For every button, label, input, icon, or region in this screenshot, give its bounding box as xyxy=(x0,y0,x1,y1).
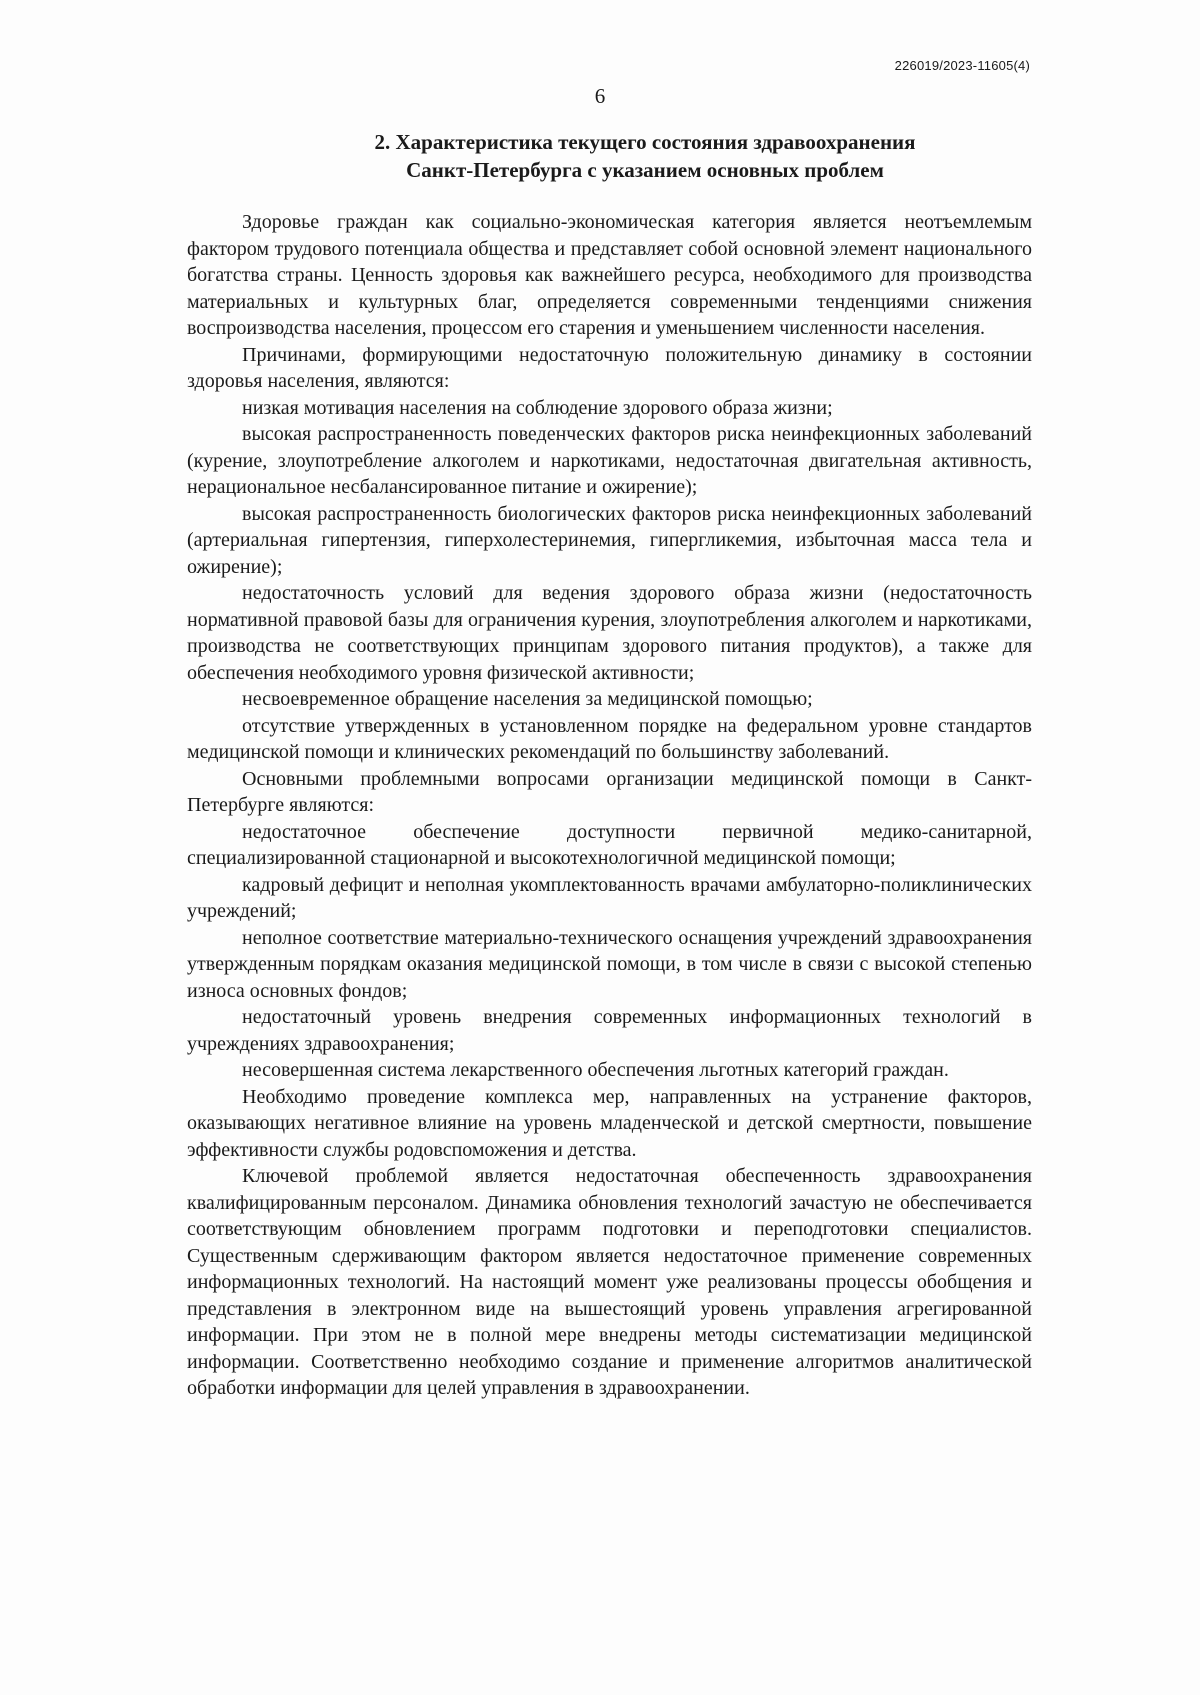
list-item: недостаточное обеспечение доступности первичной медико-санитарной, специализированной стационарной и высокотехнологичной медицинской помощи; xyxy=(187,820,1032,869)
page-number: 6 xyxy=(594,84,606,108)
paragraph: Причинами, формирующими недостаточную положительную динамику в состоянии здоровья населения, являются: xyxy=(187,343,1032,392)
list-item: недостаточность условий для ведения здорового образа жизни (недостаточность нормативной правовой базы для ограничения курения, злоупотребления алкоголем и наркотиками, производства не соответствующих принципам здорового питания продуктов), а также для обеспечения необходимого уровня физической активности; xyxy=(187,582,1032,684)
paragraph: Здоровье граждан как социально-экономическая категория является неотъемлемым фактором трудового потенциала общества и представляет собой основной элемент национального богатства страны. Ценность здоровья как важнейшего ресурса, необходимого для производства материальных и культурных благ, определяется современными тенденциями снижения воспроизводства населения, процессом его старения и уменьшением численности населения. xyxy=(187,211,1032,339)
list-item: высокая распространенность биологических факторов риска неинфекционных заболеваний (артериальная гипертензия, гиперхолестеринемия, гипергликемия, избыточная масса тела и ожирение); xyxy=(187,502,1032,578)
paragraph: Основными проблемными вопросами организации медицинской помощи в Санкт-Петербурге являются: xyxy=(187,767,1032,816)
list-item: низкая мотивация населения на соблюдение здорового образа жизни; xyxy=(242,396,833,419)
document-body xyxy=(187,209,1032,1402)
list-item: отсутствие утвержденных в установленном порядке на федеральном уровне стандартов медицинской помощи и клинических рекомендаций по большинству заболеваний. xyxy=(187,714,1032,763)
list-item: неполное соответствие материально-технического оснащения учреждений здравоохранения утвержденным порядкам оказания медицинской помощи, в том числе в связи с высокой степенью износа основных фондов; xyxy=(187,926,1032,1002)
section-heading-line-2: Санкт-Петербурга с указанием основных проблем xyxy=(406,158,884,182)
section-heading xyxy=(0,128,1200,184)
list-item: высокая распространенность поведенческих факторов риска неинфекционных заболеваний (курение, злоупотребление алкоголем и наркотиками, недостаточная двигательная активность, нерациональное несбалансированное питание и ожирение); xyxy=(187,423,1032,498)
list-item: несовершенная система лекарственного обеспечения льготных категорий граждан. xyxy=(242,1059,949,1081)
list-item: несвоевременное обращение населения за медицинской помощью; xyxy=(242,688,813,710)
paragraph: Ключевой проблемой является недостаточная обеспеченность здравоохранения квалифицированным персоналом. Динамика обновления технологий зачастую не обеспечивается соответствующим обновлением программ подготовки и переподготовки специалистов. Существенным сдерживающим фактором является недостаточное применение современных информационных технологий. На настоящий момент уже реализованы процессы обобщения и представления в электронном виде на вышестоящий уровень управления агрегированной информации. При этом не в полной мере внедрены методы систематизации медицинской информации. Соответственно необходимо создание и применение алгоритмов аналитической обработки информации для целей управления в здравоохранении. xyxy=(187,1165,1032,1399)
list-item: кадровый дефицит и неполная укомплектованность врачами амбулаторно-поликлинических учреждений; xyxy=(187,873,1032,922)
section-heading-line-1: 2. Характеристика текущего состояния здравоохранения xyxy=(374,130,916,154)
document-id: 226019/2023-11605(4) xyxy=(894,58,1030,73)
list-item: недостаточный уровень внедрения современных информационных технологий в учреждениях здравоохранения; xyxy=(187,1006,1032,1055)
paragraph: Необходимо проведение комплекса мер, направленных на устранение факторов, оказывающих негативное влияние на уровень младенческой и детской смертности, повышение эффективности службы родовспоможения и детства. xyxy=(187,1085,1032,1161)
